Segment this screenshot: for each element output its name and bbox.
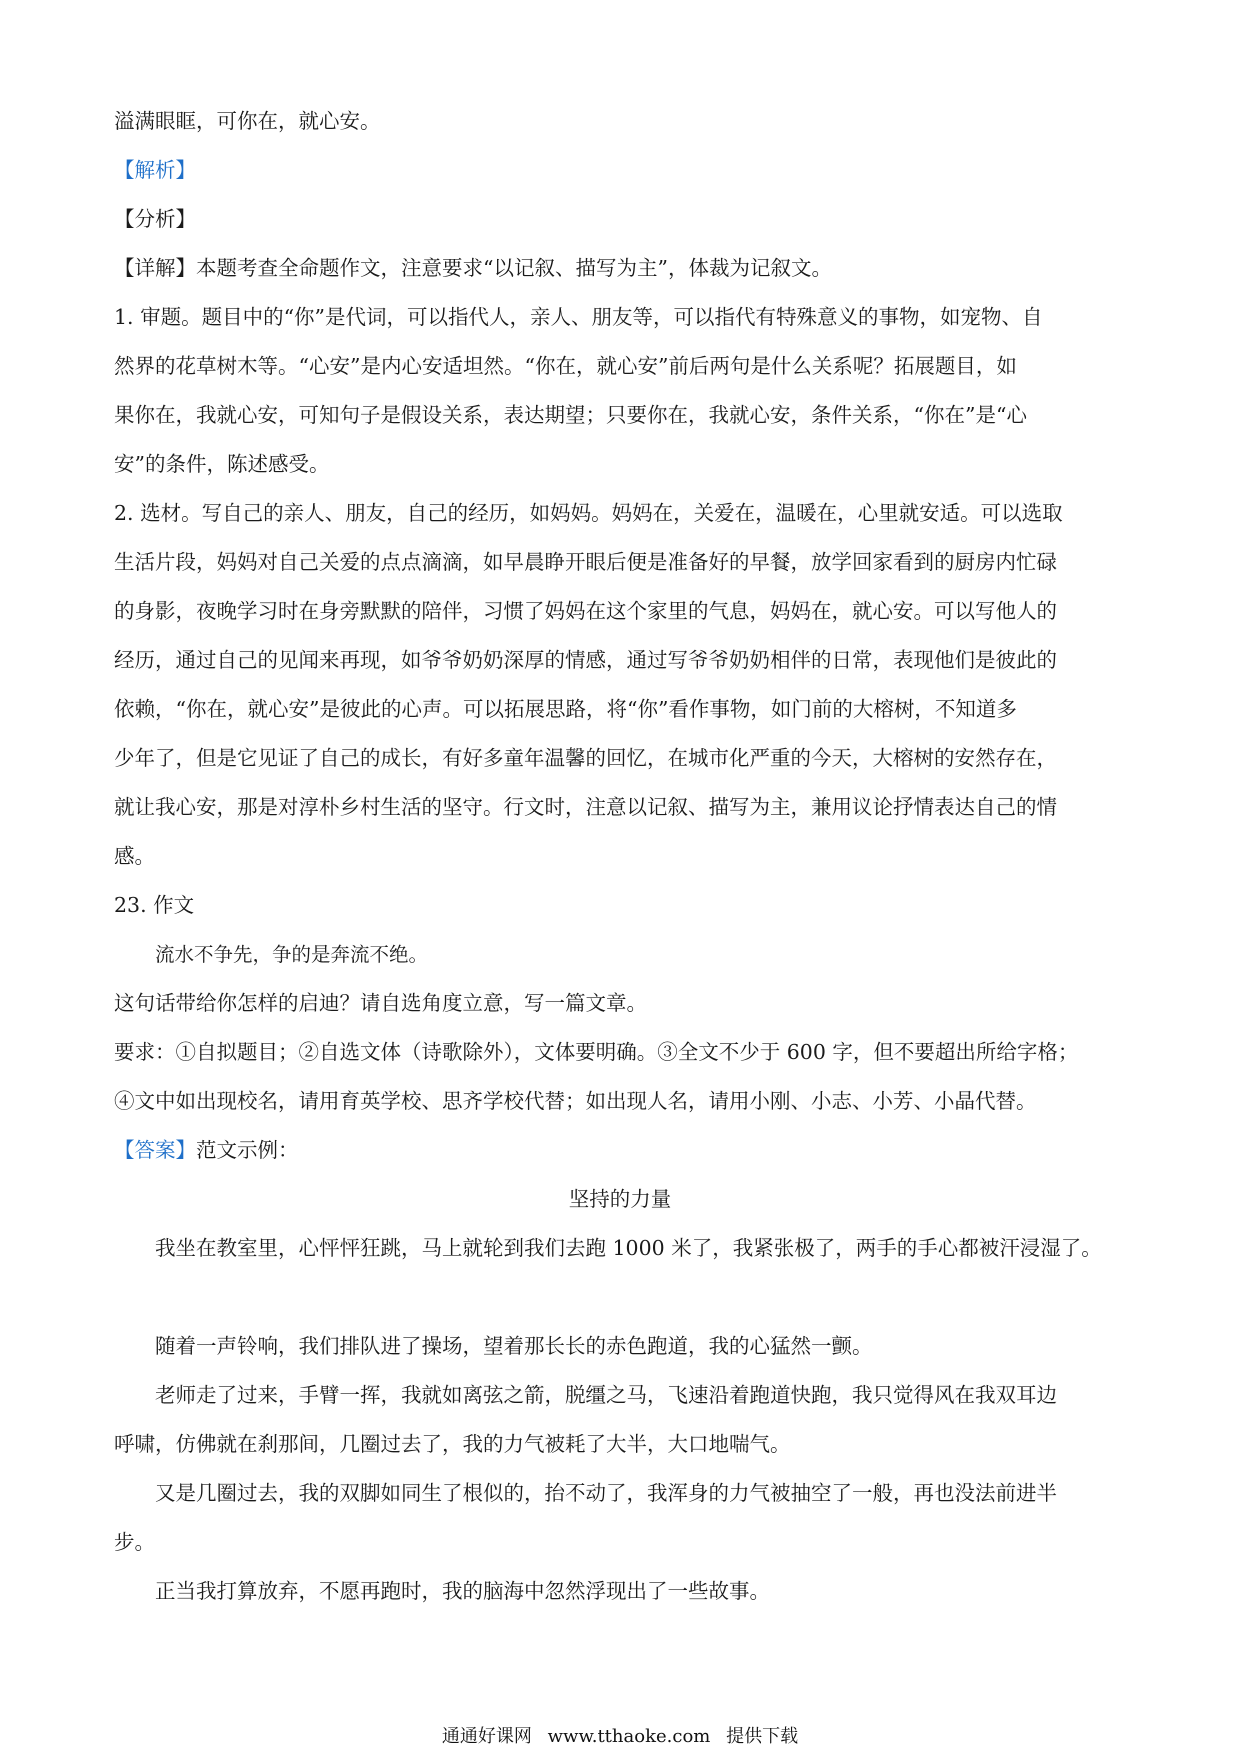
detail-line: 就让我心安，那是对淳朴乡村生活的坚守。行文时，注意以记叙、描写为主，兼用议论抒情表达自己的情	[114, 795, 1057, 819]
answer-line	[114, 1126, 1126, 1175]
essay-paragraph: 我坐在教室里，心怦怦狂跳，马上就轮到我们去跑 1000 米了，我紧张极了，两手的手心都被汗浸湿了。	[155, 1236, 1102, 1260]
analysis-tag: 【解析】	[114, 158, 196, 182]
question-prompt: 这句话带给你怎样的启迪？请自选角度立意，写一篇文章。	[114, 991, 647, 1015]
detail-line: 的身影，夜晚学习时在身旁默默的陪伴，习惯了妈妈在这个家里的气息，妈妈在，就心安。可以写他人的	[114, 599, 1057, 623]
fenxi-tag: 【分析】	[114, 207, 196, 231]
detail-line: 经历，通过自己的见闻来再现，如爷爷奶奶深厚的情感，通过写爷爷奶奶相伴的日常，表现他们是彼此的	[114, 648, 1057, 672]
question-quote: 流水不争先，争的是奔流不绝。	[155, 943, 429, 966]
page-footer	[0, 1724, 1240, 1750]
essay-paragraph: 又是几圈过去，我的双脚如同生了根似的，抬不动了，我浑身的力气被抽空了一般，再也没法前进半	[155, 1481, 1057, 1505]
detail-line: 生活片段，妈妈对自己关爱的点点滴滴，如早晨睁开眼后便是准备好的早餐，放学回家看到的厨房内忙碌	[114, 550, 1057, 574]
question-requirement: 要求：①自拟题目；②自选文体（诗歌除外），文体要明确。③全文不少于 600 字，但不要超出所给字格；	[114, 1040, 1079, 1064]
essay-paragraph-cont: 呼啸，仿佛就在刹那间，几圈过去了，我的力气被耗了大半，大口地喘气。	[114, 1432, 791, 1456]
detail-line: 【详解】本题考查全命题作文，注意要求“以记叙、描写为主”，体裁为记叙文。	[114, 256, 832, 280]
essay-paragraph: 老师走了过来，手臂一挥，我就如离弦之箭，脱缰之马，飞速沿着跑道快跑，我只觉得风在我双耳边	[155, 1383, 1057, 1407]
footer-site-name: 通通好课网	[441, 1726, 532, 1747]
essay-paragraph-cont: 步。	[114, 1530, 155, 1554]
answer-intro: 范文示例：	[196, 1138, 299, 1162]
question-number: 23. 作文	[114, 893, 195, 917]
detail-line: 安”的条件，陈述感受。	[114, 452, 330, 476]
essay-paragraph: 随着一声铃响，我们排队进了操场，望着那长长的赤色跑道，我的心猛然一颤。	[155, 1334, 873, 1358]
answer-tag: 【答案】	[114, 1138, 196, 1162]
essay-paragraph: 正当我打算放弃，不愿再跑时，我的脑海中忽然浮现出了一些故事。	[155, 1579, 770, 1603]
detail-line: 1. 审题。题目中的“你”是代词，可以指代人，亲人、朋友等，可以指代有特殊意义的事物，如宠物、自	[114, 305, 1043, 329]
question-requirement: ④文中如出现校名，请用育英学校、思齐学校代替；如出现人名，请用小刚、小志、小芳、小晶代替。	[114, 1089, 1037, 1113]
footer-url[interactable]: www.tthaoke.com	[547, 1726, 711, 1747]
footer-suffix: 提供下载	[726, 1726, 799, 1747]
detail-line: 果你在，我就心安，可知句子是假设关系，表达期望；只要你在，我就心安，条件关系，“你在”是“心	[114, 403, 1027, 427]
essay-title: 坚持的力量	[568, 1187, 672, 1211]
document-body	[114, 97, 1126, 1616]
text-line: 溢满眼眶，可你在，就心安。	[114, 109, 381, 133]
detail-line: 感。	[114, 844, 155, 868]
blank-gap	[114, 1273, 1126, 1322]
detail-line: 然界的花草树木等。“心安”是内心安适坦然。“你在，就心安”前后两句是什么关系呢？拓展题目，如	[114, 354, 1017, 378]
detail-line: 2. 选材。写自己的亲人、朋友，自己的经历，如妈妈。妈妈在，关爱在，温暖在，心里就安适。可以选取	[114, 501, 1063, 525]
detail-line: 依赖，“你在，就心安”是彼此的心声。可以拓展思路，将“你”看作事物，如门前的大榕树，不知道多	[114, 697, 1017, 721]
detail-line: 少年了，但是它见证了自己的成长，有好多童年温馨的回忆，在城市化严重的今天，大榕树的安然存在，	[114, 746, 1057, 770]
